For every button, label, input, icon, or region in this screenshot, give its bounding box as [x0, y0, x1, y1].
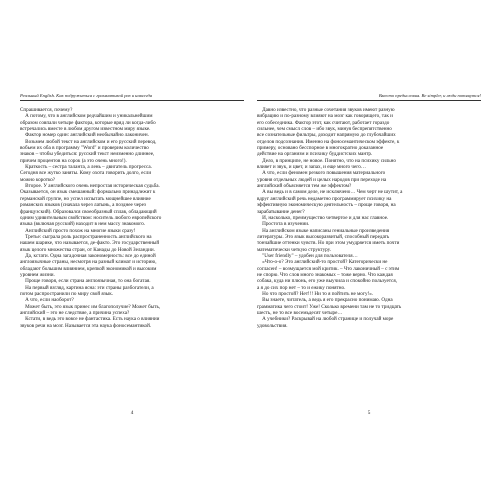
left-page-body	[20, 107, 244, 329]
text-line: уровня отдельных людей и целых народов при переходе на	[257, 176, 387, 183]
text-line: потом распространили по миру свой язык.	[20, 290, 114, 297]
page-number-right: 5	[367, 410, 371, 416]
text-line: причем процентов на сорок (а это очень много!).	[20, 157, 127, 164]
text-line: Может быть, это язык принес им благополучие? Может быть,	[20, 303, 161, 310]
text-line: удовольствия.	[257, 322, 288, 329]
text-line: сильнее, чем смысл слов – ибо звук, минуя беспрепятственно	[257, 126, 392, 133]
text-line: Вы знаете, читатель, а ведь я его прекрасно понимаю. Одна	[257, 297, 393, 304]
text-line: шесть, не то все восемьдесят четыре…	[257, 310, 343, 316]
text-line: вдруг английский речь недаметно программирует психику на	[257, 195, 392, 202]
text-line: встречались вместе в любом другом известном миру языке.	[20, 126, 151, 133]
text-line: грамматика чего стоит! Уже! Сколько времени там не то тридцать	[257, 303, 402, 310]
text-line: язык целого множества стран, от Канады до Новой Зеландии.	[20, 246, 155, 253]
text-line: А что, если феномен резкого повышения материального	[257, 170, 386, 177]
text-line: его собеседника. Фактор этот, как считают, работает гораздо	[257, 119, 390, 126]
text-line: А что, если наоборот?	[20, 297, 74, 304]
text-line: Оказывается, он язык смешанный: формально принадлежит к	[20, 189, 156, 196]
text-line: математически четкую структуру.	[257, 246, 331, 253]
text-line: можно коротко?	[20, 176, 56, 183]
header-rule-right	[257, 100, 481, 101]
header-rule-left	[20, 100, 244, 101]
text-line: На первый взгляд, картина ясна: эти страны разбогатели, а	[20, 284, 154, 291]
text-line: английский – это не следствие, а причина успеха?	[20, 310, 130, 316]
text-line: "User friendly" – удобен для пользователя…	[257, 252, 358, 259]
text-line: На английском языке написаны гениальные произведения	[257, 227, 390, 234]
text-line: французский). Образовался своеобразный сплав, обладающий	[20, 208, 157, 215]
text-line: эффективную экономическую деятельность – проще говоря, на	[257, 202, 396, 209]
text-line: английский объясняется тем же эффектом?	[257, 183, 352, 190]
text-line: А учебники? Раскрывай на любой странице и получай море	[257, 316, 394, 323]
text-line: образом совпали четыре фактора, которые вряд ли когда-либо	[20, 119, 156, 126]
text-line: Дело, в принципе, не новое. Понятно, что на психику сильно	[257, 157, 396, 164]
text-line: одним удивительным свойством: носитель любого европейского	[20, 214, 162, 221]
text-line: Второе. У английского очень непростая историческая судьба.	[20, 183, 160, 190]
text-line: англоязычные страны, несмотря на разный климат и историю,	[20, 259, 157, 266]
text-line: знаков – чтобы убедиться: русский текст неизменно длиннее,	[20, 151, 155, 158]
text-line: звуков речи на мозг. Называется эта наука фоносемантикой.	[20, 322, 152, 329]
text-line: Давно известно, что разные сочетания звуков имеют разную	[257, 107, 395, 113]
text-line: И, насколько, преимущество четвертое и для нас главное.	[257, 214, 389, 221]
text-line: языка (включая русский) находит в нем массу знакомого.	[20, 221, 146, 228]
text-line: Кстати, в ведь это вовсе не фантастика. Есть наука о влиянии	[20, 316, 160, 323]
text-line: Сегодня все жутко заняты. Кому охота говорить долго, если	[20, 170, 152, 177]
text-line: отделов подсознания. Именно на фоносемантическом эффекте, к	[257, 138, 400, 145]
text-line: Краткость – сестра таланта, а лень – двигатель прогресса.	[20, 164, 152, 171]
left-page	[20, 93, 244, 416]
text-line: Простота в изучении.	[257, 221, 310, 228]
text-line: А потому, что в английском редчайшим и уникальнейшим	[20, 113, 153, 120]
running-header-right: Вместо предисловия. Be simpler, и люди потянутся!	[378, 93, 481, 98]
text-line: уровнем жизни.	[20, 271, 55, 278]
text-line: а я до сих пор нет – то и ежику понятно.	[257, 284, 346, 291]
page-number-left: 4	[130, 410, 134, 416]
text-line: нашем шарике, что называется, де-факто. Это государственный	[20, 240, 160, 247]
text-line: примеру, основано бесспорное в многократно доказанное	[257, 145, 384, 152]
text-line: романских языков (сначала через латынь, а позднее через	[20, 202, 146, 209]
text-line: Но что простой? Нет!!! Ни то я пойтить не могу!».	[257, 290, 374, 297]
text-line: вобьем их оба в программу "Word" и проверим количество	[20, 145, 149, 152]
text-line: не спорю. Что слов много знакомых – тоже верно. Что каждая	[257, 271, 393, 278]
text-line: собака, куда ни плюнь, его уже выучила и спокойно пользуется,	[257, 278, 397, 285]
text-line: Спрашивается, почему?	[20, 107, 73, 113]
text-line: вибрацию и по-разному влияют на мозг как говорящего, так и	[257, 113, 393, 120]
text-line: зарабатывание денег?	[257, 208, 305, 215]
text-line: германской группе, но успел испытать мощнейшее влияние	[20, 195, 151, 202]
text-line: все сознательные фильтры, доходит напрямую до глубочайших	[257, 132, 396, 139]
text-line: обладают большим влиянием, крепкой экономикой и высоким	[20, 265, 157, 272]
text-line: литературы. Это язык высокоразвитый, способный передать	[257, 233, 390, 240]
text-line: «Что-о-о? Это английский-то простой? Категорически не	[257, 259, 388, 266]
text-line: Фактор номер один: английский необычайно лаконичен.	[20, 132, 149, 139]
right-page-body	[257, 107, 481, 329]
text-line: А вы ведь и в самом деле, не исключено… Чем черт не шутит, а	[257, 189, 403, 196]
text-line: влияет и звук, и цвет, и запах, и еще много чего…	[257, 164, 366, 171]
right-page	[257, 93, 481, 416]
text-line: Английский просто похож на многие языки сразу!	[20, 227, 136, 234]
text-line: действие на организм и психику буддистских мантр.	[257, 151, 373, 158]
text-line: Возьмем любой текст на английском и его русский перевод,	[20, 138, 157, 145]
running-header-left: Реальный English. Как подружиться с грамматикой раз и навсегда	[20, 93, 153, 98]
text-line: согласен! – возмущается мой критик. – Что лаконичный – с этим	[257, 265, 400, 272]
text-line: Проще говоря, если страна англоязычная, то она богатая.	[20, 278, 151, 285]
text-line: Третье: сыграла роль распространенность английского на	[20, 233, 152, 240]
text-line: тончайшие оттенки чувств. Но при этом умудряется иметь почти	[257, 240, 400, 247]
text-line: Да, кстати. Одна загадочная закономерность: все до единой	[20, 252, 156, 259]
